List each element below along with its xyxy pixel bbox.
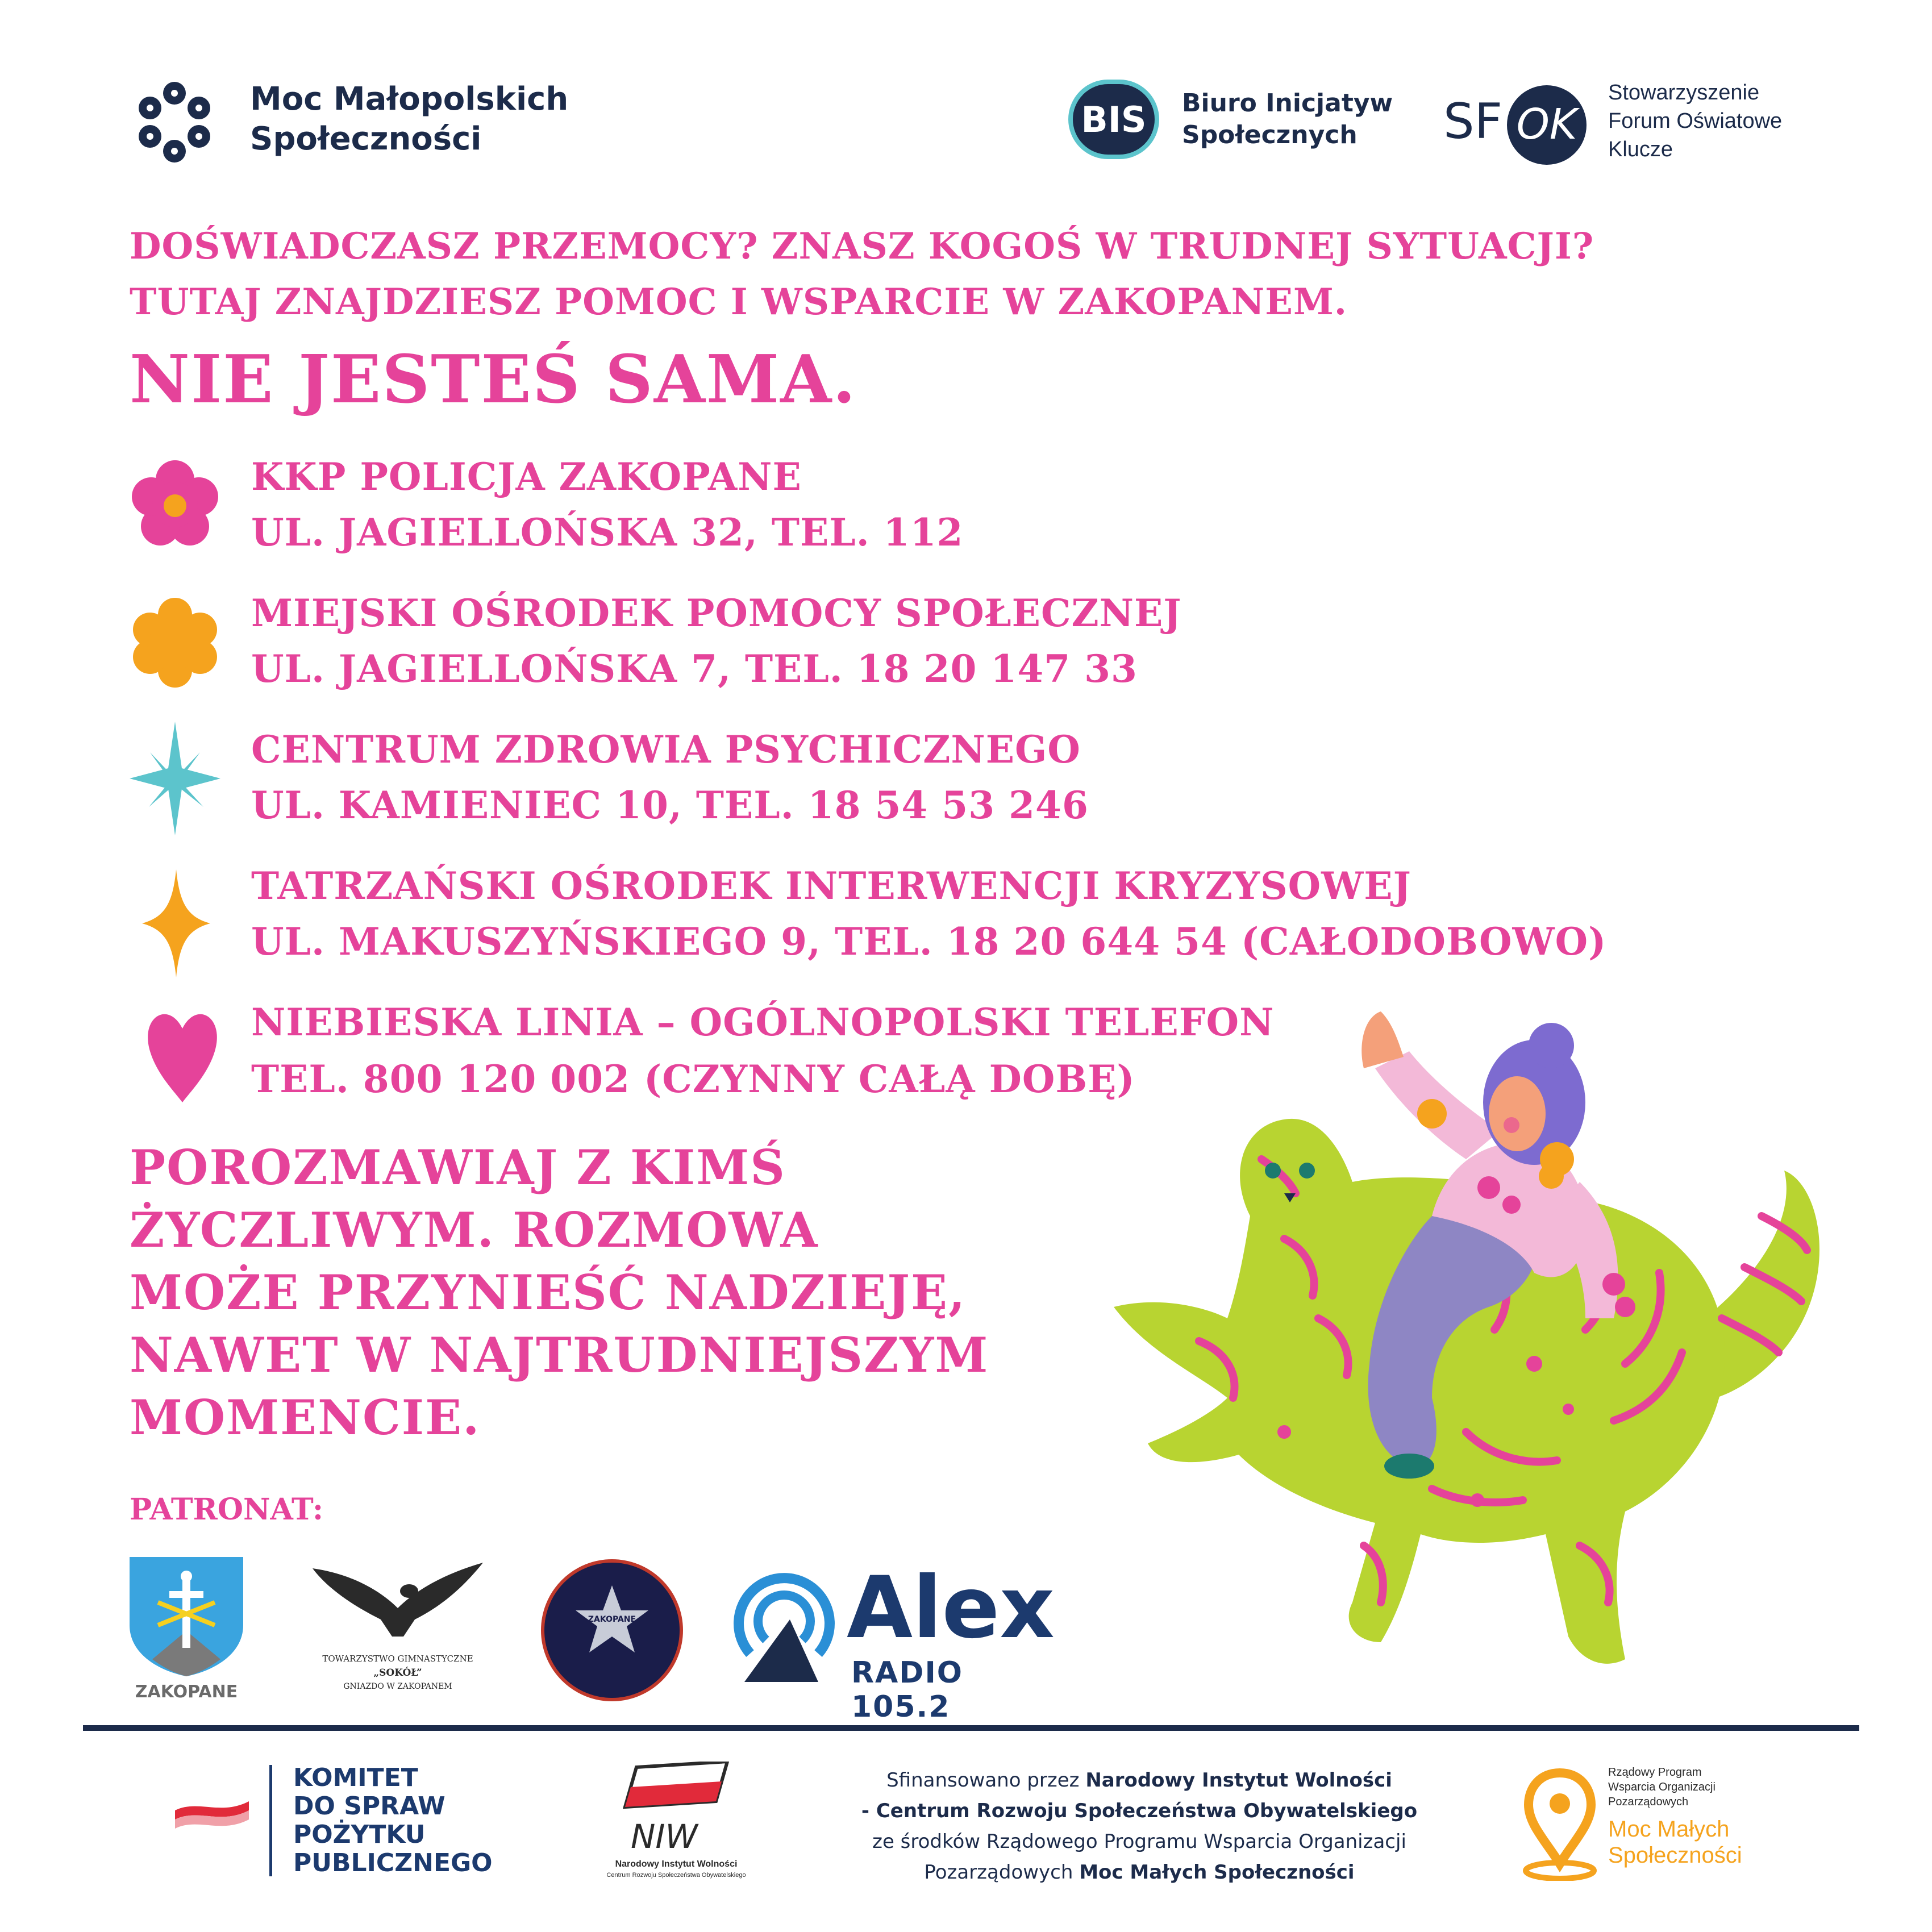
- alex-sub: RADIO 105.2: [851, 1656, 964, 1724]
- headline-line1: DOŚWIADCZASZ PRZEMOCY? ZNASZ KOGOŚ W TRUDNEJ SYTUACJI?: [130, 225, 1594, 268]
- niw-mark: NIW: [631, 1817, 698, 1856]
- financing-line3: ze środków Rządowego Programu Wsparcia Organizacji: [872, 1830, 1406, 1853]
- financing-line2: - Centrum Rozwoju Społeczeństwa Obywatelskiego: [861, 1800, 1418, 1822]
- program-pin-icon: [1523, 1767, 1597, 1881]
- closing-line2: ŻYCZLIWYM. ROZMOWA: [130, 1202, 819, 1258]
- pink-flower-icon: [130, 459, 220, 550]
- program-name: [1608, 1816, 1742, 1868]
- contact-4-name: TATRZAŃSKI OŚRODEK INTERWENCJI KRYZYSOWEJ: [251, 864, 1411, 908]
- contact-5-name: NIEBIESKA LINIA – OGÓLNOPOLSKI TELEFON: [251, 1000, 1275, 1044]
- headline-big: NIE JESTEŚ SAMA.: [130, 341, 857, 418]
- teal-star-icon: [130, 722, 220, 835]
- niw-line2: Centrum Rozwoju Społeczeństwa Obywatelskiego: [606, 1872, 746, 1879]
- sfok-line1: Stowarzyszenie: [1608, 81, 1760, 105]
- zakopane-crest: [130, 1557, 243, 1705]
- orange-flower-icon: [130, 597, 220, 688]
- program-small-text: [1608, 1765, 1716, 1809]
- alex-radio-logo: [733, 1559, 1063, 1724]
- closing-message: [130, 1136, 989, 1449]
- orange-sparkle-icon: [142, 869, 210, 977]
- kpp-divider: [269, 1765, 272, 1876]
- polish-flag-icon: [175, 1793, 249, 1833]
- financing-note: [818, 1765, 1460, 1888]
- zakopane-crest-icon: [130, 1557, 243, 1676]
- mms-logo: [132, 80, 586, 165]
- contact-1-name: KKP POLICJA ZAKOPANE: [251, 455, 802, 499]
- program-line2: Wsparcia Organizacji: [1608, 1781, 1716, 1793]
- program-logo: [1523, 1762, 1818, 1887]
- bis-line1: Biuro Inicjatyw: [1182, 89, 1393, 118]
- program-line5: Społeczności: [1608, 1843, 1742, 1868]
- contact-2-details: UL. JAGIELLOŃSKA 7, TEL. 18 20 147 33: [251, 647, 1138, 691]
- headline-line2: TUTAJ ZNAJDZIESZ POMOC I WSPARCIE W ZAKOPANEM.: [130, 281, 1348, 323]
- patronat-label: PATRONAT:: [130, 1492, 324, 1527]
- eagle-icon: [307, 1557, 489, 1642]
- sfok-ok: OK: [1516, 100, 1577, 149]
- financing-line1: Sfinansowano przez Narodowy Instytut Wolności: [886, 1769, 1392, 1792]
- woman-riding-tiger-illustration: [1114, 1000, 1921, 1716]
- sokol-line2: „SOKÓŁ”: [373, 1667, 422, 1679]
- contact-4-details: UL. MAKUSZYŃSKIEGO 9, TEL. 18 20 644 54 (CAŁODOBOWO): [251, 919, 1607, 964]
- flower-logo-icon: [132, 80, 217, 165]
- closing-line5: MOMENCIE.: [130, 1389, 481, 1446]
- bis-line2: Społecznych: [1182, 120, 1358, 149]
- contact-5-details: TEL. 800 120 002 (CZYNNY CAŁĄ DOBĘ): [251, 1057, 1135, 1101]
- alex-name: Alex: [847, 1559, 1055, 1658]
- bis-badge-text: BIS: [1081, 99, 1147, 140]
- contact-1-details: UL. JAGIELLOŃSKA 32, TEL. 112: [251, 510, 964, 555]
- kpp-line4: PUBLICZNEGO: [293, 1848, 493, 1877]
- police-star-icon: [572, 1585, 652, 1665]
- program-line1: Rządowy Program: [1608, 1766, 1702, 1779]
- mms-logo-line1: Moc Małopolskich: [250, 81, 569, 118]
- contact-2-name: MIEJSKI OŚRODEK POMOCY SPOŁECZNEJ: [251, 591, 1182, 635]
- contact-3-name: CENTRUM ZDROWIA PSYCHICZNEGO: [251, 727, 1081, 772]
- sfok-line3: Klucze: [1608, 138, 1673, 161]
- sfok-line2: Forum Oświatowe: [1608, 109, 1783, 133]
- sokol-line1: TOWARZYSTWO GIMNASTYCZNE: [322, 1654, 473, 1664]
- program-line4: Moc Małych: [1608, 1817, 1730, 1842]
- closing-line3: MOŻE PRZYNIEŚĆ NADZIEJĘ,: [130, 1264, 967, 1321]
- bis-logo: [1068, 74, 1409, 170]
- pink-heart-icon: [145, 1006, 219, 1102]
- financing-line4: Pozarządowych Moc Małych Społeczności: [924, 1861, 1355, 1884]
- closing-line1: POROZMAWIAJ Z KIMŚ: [130, 1139, 786, 1196]
- police-badge-label: ZAKOPANE: [588, 1615, 636, 1624]
- kpp-line1: KOMITET: [293, 1763, 418, 1792]
- police-badge: [541, 1559, 683, 1701]
- kpp-logo-text: [293, 1764, 493, 1877]
- sokol-line3: GNIAZDO W ZAKOPANEM: [343, 1682, 452, 1691]
- niw-logo: [591, 1762, 761, 1887]
- mms-logo-line2: Społeczności: [250, 120, 482, 157]
- zakopane-crest-label: ZAKOPANE: [135, 1682, 238, 1702]
- sfok-sf: SF: [1443, 93, 1503, 150]
- footer-divider: [83, 1725, 1859, 1731]
- kpp-line2: DO SPRAW: [293, 1792, 445, 1821]
- sokol-logo: [307, 1557, 489, 1705]
- kpp-line3: POŻYTKU: [293, 1820, 426, 1849]
- program-line3: Pozarządowych: [1608, 1796, 1689, 1808]
- niw-line1: Narodowy Instytut Wolności: [615, 1859, 738, 1869]
- closing-line4: NAWET W NAJTRUDNIEJSZYM: [130, 1327, 989, 1383]
- contact-3-details: UL. KAMIENIEC 10, TEL. 18 54 53 246: [251, 783, 1089, 827]
- sfok-logo: [1443, 80, 1841, 176]
- radio-signal-icon: [733, 1568, 835, 1682]
